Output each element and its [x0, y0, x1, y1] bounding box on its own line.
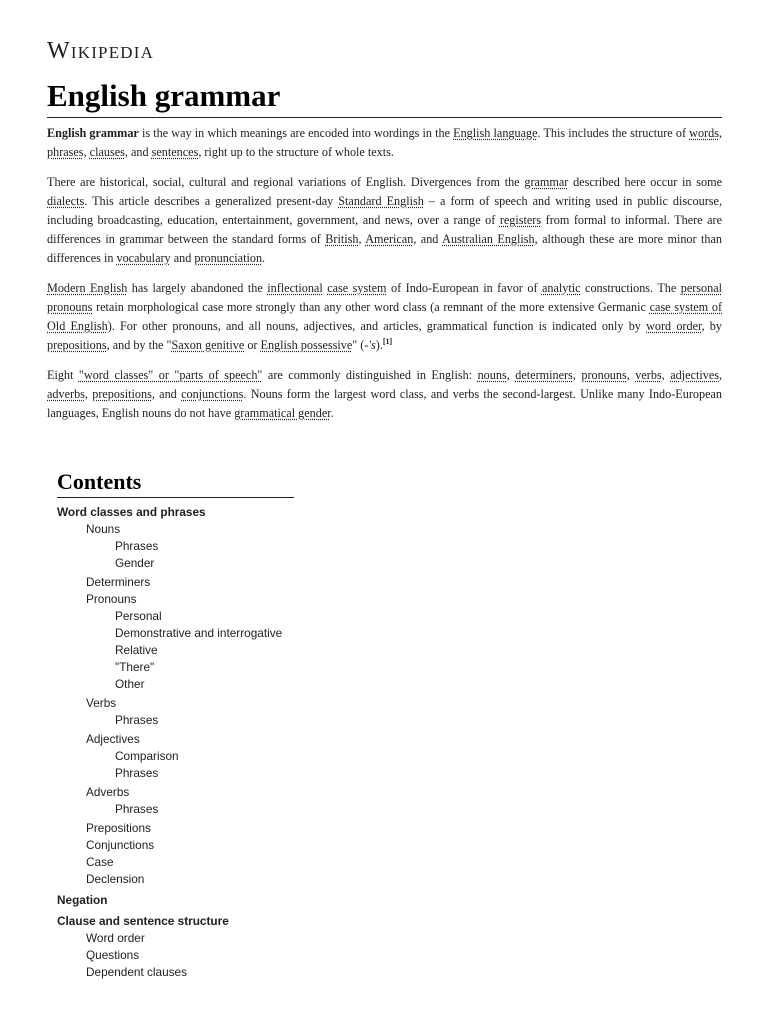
link-english-language[interactable]: English language: [453, 126, 538, 140]
toc-item-level-3[interactable]: Relative: [115, 643, 158, 657]
link-phrases[interactable]: phrases: [47, 145, 84, 159]
toc-item-level-3[interactable]: "There": [115, 660, 155, 674]
paragraph-variations: [47, 173, 722, 268]
link-nouns[interactable]: nouns: [477, 368, 507, 382]
toc-item-level-3[interactable]: Gender: [115, 556, 155, 570]
link-modern-english[interactable]: Modern English: [47, 281, 128, 295]
text: , and: [124, 145, 152, 159]
text: , and: [413, 232, 443, 246]
text: retain morphological case more strongly than any other word class (a remnant of the more extensive Germanic: [92, 300, 650, 314]
toc-item-level-3[interactable]: Comparison: [115, 749, 179, 763]
text: described here occur in some: [568, 175, 722, 189]
text: . This article describes a generalized present-day: [84, 194, 339, 208]
link-word-order[interactable]: word order: [646, 319, 702, 333]
text: There are historical, social, cultural and regional variations of English. Divergences from the: [47, 175, 525, 189]
paragraph-intro: [47, 124, 722, 162]
link-prepositions-2[interactable]: prepositions: [92, 387, 152, 401]
link-standard-english[interactable]: Standard English: [338, 194, 424, 208]
text: .: [262, 251, 266, 265]
link-grammar[interactable]: grammar: [524, 175, 569, 189]
link-clauses[interactable]: clauses: [89, 145, 125, 159]
text: , and by the ": [106, 338, 172, 352]
toc-item-level-3[interactable]: Phrases: [115, 802, 159, 816]
wikipedia-wordmark[interactable]: Wikipedia: [47, 38, 155, 64]
toc-item-level-3[interactable]: Phrases: [115, 539, 159, 553]
reference-1[interactable]: [1]: [382, 336, 393, 346]
text: ,: [719, 368, 723, 382]
link-adverbs[interactable]: adverbs: [47, 387, 85, 401]
toc-item-level-1[interactable]: Clause and sentence structure: [57, 914, 229, 928]
link-registers[interactable]: registers: [499, 213, 542, 227]
text: , right up to the structure of whole texts.: [198, 145, 394, 159]
link-adjectives[interactable]: adjectives: [670, 368, 719, 382]
toc-item-level-3[interactable]: Phrases: [115, 713, 159, 727]
toc-item-level-2[interactable]: Pronouns: [86, 592, 137, 606]
title-divider: [47, 117, 722, 118]
link-english-possessive[interactable]: English possessive: [260, 338, 353, 352]
toc-item-level-2[interactable]: Questions: [86, 948, 140, 962]
text: ,: [506, 368, 516, 382]
text: , although these are more minor than differences in: [47, 232, 722, 265]
toc-item-level-2[interactable]: Word order: [86, 931, 145, 945]
text: . Nouns form the largest word class, and verbs the second-largest. Unlike many Indo-European languages, English nouns do not have: [47, 387, 722, 420]
text: Eight: [47, 368, 79, 382]
link-words[interactable]: words: [689, 126, 719, 140]
link-grammatical-gender[interactable]: grammatical gender: [234, 406, 331, 420]
toc-item-level-3[interactable]: Demonstrative and interrogative: [115, 626, 283, 640]
text: from formal to informal. There are differences in grammar between the standard forms of: [47, 213, 722, 246]
link-word-classes[interactable]: "word classes" or "parts of speech": [78, 368, 263, 382]
paragraph-modern-english: [47, 279, 722, 355]
toc-item-level-2[interactable]: Adjectives: [86, 732, 140, 746]
text: constructions. The: [580, 281, 681, 295]
link-case-system-old-english[interactable]: case system of Old English: [47, 300, 722, 333]
link-american[interactable]: American: [365, 232, 414, 246]
text: ).: [375, 338, 383, 352]
text: of Indo-European in favor of: [386, 281, 542, 295]
article-body: [47, 124, 722, 434]
toc-item-level-3[interactable]: Personal: [115, 609, 162, 623]
text: ,: [661, 368, 671, 382]
link-case-system[interactable]: case system: [327, 281, 387, 295]
text: . This includes the structure of: [537, 126, 690, 140]
link-prepositions[interactable]: prepositions: [47, 338, 107, 352]
text: ). For other pronouns, and all nouns, adjectives, and articles, grammatical function is indicated only by: [107, 319, 647, 333]
link-determiners[interactable]: determiners: [515, 368, 573, 382]
toc-item-level-2[interactable]: Determiners: [86, 575, 151, 589]
table-of-contents: [57, 468, 317, 981]
bold-term: English grammar: [47, 126, 139, 140]
toc-item-level-1[interactable]: Negation: [57, 893, 108, 907]
link-analytic[interactable]: analytic: [541, 281, 581, 295]
link-british[interactable]: British: [325, 232, 359, 246]
toc-item-level-2[interactable]: Declension: [86, 872, 145, 886]
text: .: [330, 406, 334, 420]
link-inflectional[interactable]: inflectional: [267, 281, 323, 295]
toc-item-level-2[interactable]: Verbs: [86, 696, 117, 710]
paragraph-word-classes: [47, 366, 722, 423]
link-australian-english[interactable]: Australian English: [442, 232, 535, 246]
link-saxon-genitive[interactable]: Saxon genitive: [171, 338, 245, 352]
text: ,: [718, 126, 722, 140]
text: , by: [701, 319, 722, 333]
text: " (: [352, 338, 365, 352]
toc-item-level-2[interactable]: Conjunctions: [86, 838, 155, 852]
toc-divider: [57, 497, 294, 498]
link-vocabulary[interactable]: vocabulary: [116, 251, 171, 265]
text: and: [170, 251, 195, 265]
toc-item-level-2[interactable]: Prepositions: [86, 821, 151, 835]
text: – a form of speech and writing used in public discourse, including broadcasting, education, entertainment, government, and news, over a range of: [47, 194, 722, 227]
page-title: English grammar: [47, 78, 281, 113]
toc-item-level-2[interactable]: Adverbs: [86, 785, 130, 799]
text: ,: [572, 368, 582, 382]
toc-item-level-2[interactable]: Dependent clauses: [86, 965, 187, 979]
toc-title: Contents: [57, 469, 142, 494]
toc-item-level-2[interactable]: Case: [86, 855, 114, 869]
toc-item-level-3[interactable]: Other: [115, 677, 145, 691]
link-verbs[interactable]: verbs: [635, 368, 662, 382]
toc-item-level-1[interactable]: Word classes and phrases: [57, 505, 206, 519]
text: is the way in which meanings are encoded into wordings in the: [138, 126, 454, 140]
text: ,: [626, 368, 636, 382]
text: or: [244, 338, 261, 352]
link-sentences[interactable]: sentences: [151, 145, 199, 159]
text: , and: [151, 387, 182, 401]
toc-item-level-2[interactable]: Nouns: [86, 522, 121, 536]
link-conjunctions[interactable]: conjunctions: [181, 387, 244, 401]
link-pronouns[interactable]: pronouns: [581, 368, 627, 382]
text: ,: [83, 145, 90, 159]
text: are commonly distinguished in English:: [262, 368, 478, 382]
link-personal-pronouns[interactable]: personal pronouns: [47, 281, 723, 314]
text: has largely abandoned the: [127, 281, 268, 295]
toc-list: [57, 504, 317, 981]
toc-item-level-3[interactable]: Phrases: [115, 766, 159, 780]
link-dialects[interactable]: dialects: [47, 194, 85, 208]
possessive-suffix: -'s: [364, 338, 376, 352]
text: ,: [358, 232, 366, 246]
text: ,: [84, 387, 93, 401]
link-pronunciation[interactable]: pronunciation: [194, 251, 263, 265]
